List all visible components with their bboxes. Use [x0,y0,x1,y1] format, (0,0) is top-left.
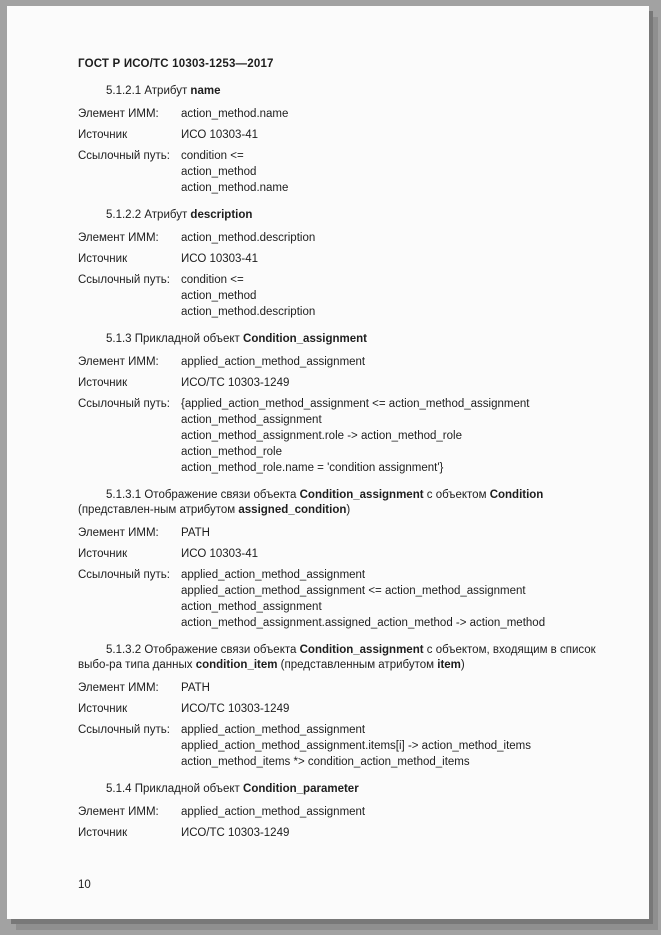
row-label: Элемент ИММ: [78,682,159,694]
row-label: Ссылочный путь: [78,724,170,736]
value-line: action_method.name [181,182,289,194]
heading-term: Condition_parameter [243,783,359,795]
value-line: action_method_assignment [181,601,322,613]
heading-term: item [437,659,461,671]
value-line: applied_action_method_assignment <= action_method_assignment [181,585,526,597]
attribute-row [78,127,618,143]
value-line: ИСО/ТС 10303-1249 [181,377,290,389]
document-content [78,72,618,846]
attribute-row [78,230,618,246]
value-line: action_method.description [181,232,316,244]
section-heading [78,782,618,797]
attribute-row [78,106,618,122]
value-line: PATH [181,682,210,694]
value-line: {applied_action_method_assignment <= action_method_assignment [181,398,530,410]
heading-term: name [190,85,221,97]
row-label: Элемент ИММ: [78,356,159,368]
row-label: Источник [78,827,128,839]
row-label: Элемент ИММ: [78,806,159,818]
section [78,332,618,476]
value-line: ИСО 10303-41 [181,253,259,265]
section-heading [78,488,618,518]
attribute-row [78,546,618,562]
value-line: action_method.description [181,306,316,318]
attribute-row [78,148,618,196]
row-values [181,525,618,541]
attribute-row [78,825,618,841]
value-line: applied_action_method_assignment [181,356,366,368]
heading-text: ) [460,659,465,671]
attribute-row [78,722,618,770]
value-line: applied_action_method_assignment [181,724,366,736]
value-line: action_method_items *> condition_action_method_items [181,756,470,768]
row-label: Источник [78,377,128,389]
value-line: action_method_assignment.role -> action_method_role [181,430,462,442]
page-number: 10 [78,879,91,891]
row-values [181,567,618,631]
section [78,84,618,196]
section-heading [78,643,618,673]
row-label: Источник [78,253,128,265]
attribute-row [78,354,618,370]
value-line: action_method_assignment [181,414,322,426]
heading-term: assigned_condition [238,504,347,516]
row-values [181,701,618,717]
value-line: applied_action_method_assignment [181,569,366,581]
attribute-row [78,680,618,696]
heading-text: 5.1.2.1 Атрибут [106,85,191,97]
row-values [181,106,618,122]
row-label: Ссылочный путь: [78,274,170,286]
attribute-row [78,375,618,391]
value-line: PATH [181,527,210,539]
row-label: Элемент ИММ: [78,108,159,120]
heading-term: Condition_assignment [299,644,424,656]
value-line: applied_action_method_assignment [181,806,366,818]
heading-term: Condition [489,489,544,501]
value-line: action_method.name [181,108,289,120]
value-line: action_method [181,290,257,302]
heading-text: с объектом [423,489,490,501]
row-label: Источник [78,129,128,141]
heading-text: (представлен-ным атрибутом [78,504,239,516]
heading-term: Condition_assignment [299,489,424,501]
section [78,208,618,320]
row-values [181,148,618,196]
heading-text: 5.1.4 Прикладной объект [106,783,244,795]
heading-text: 5.1.3.1 Отображение связи объекта [106,489,300,501]
heading-term: description [190,209,253,221]
row-values [181,375,618,391]
value-line: applied_action_method_assignment.items[i] -> action_method_items [181,740,531,752]
heading-text: ) [346,504,351,516]
value-line: action_method_role [181,446,283,458]
row-values [181,546,618,562]
heading-term: Condition_assignment [243,333,367,345]
section-heading [78,332,618,347]
heading-text: (представленным атрибутом [277,659,438,671]
row-label: Ссылочный путь: [78,398,170,410]
row-label: Источник [78,703,128,715]
row-values [181,272,618,320]
heading-text: 5.1.2.2 Атрибут [106,209,191,221]
document-header: ГОСТ Р ИСО/ТС 10303-1253—2017 [78,58,274,70]
attribute-row [78,701,618,717]
row-label: Ссылочный путь: [78,150,170,162]
row-values [181,354,618,370]
value-line: ИСО/ТС 10303-1249 [181,827,290,839]
row-values [181,722,618,770]
row-label: Элемент ИММ: [78,232,159,244]
section-heading [78,208,618,223]
row-values [181,396,618,476]
value-line: action_method_role.name = 'condition assignment'} [181,462,444,474]
attribute-row [78,272,618,320]
row-label: Ссылочный путь: [78,569,170,581]
row-values [181,825,618,841]
attribute-row [78,251,618,267]
section-heading [78,84,618,99]
attribute-row [78,804,618,820]
heading-text: 5.1.3 Прикладной объект [106,333,244,345]
row-values [181,251,618,267]
attribute-row [78,567,618,631]
section [78,782,618,841]
row-values [181,804,618,820]
row-values [181,127,618,143]
value-line: ИСО 10303-41 [181,548,259,560]
attribute-row [78,396,618,476]
heading-text: с объектом, входящим в список выбо-ра типа данных [78,644,596,671]
heading-text: 5.1.3.2 Отображение связи объекта [106,644,300,656]
row-label: Источник [78,548,128,560]
attribute-row [78,525,618,541]
heading-term: condition_item [195,659,278,671]
section [78,488,618,631]
value-line: condition <= [181,274,244,286]
section [78,643,618,770]
row-values [181,230,618,246]
value-line: action_method [181,166,257,178]
row-values [181,680,618,696]
value-line: condition <= [181,150,244,162]
value-line: action_method_assignment.assigned_action_method -> action_method [181,617,546,629]
value-line: ИСО/ТС 10303-1249 [181,703,290,715]
value-line: ИСО 10303-41 [181,129,259,141]
row-label: Элемент ИММ: [78,527,159,539]
document-page [7,6,649,919]
